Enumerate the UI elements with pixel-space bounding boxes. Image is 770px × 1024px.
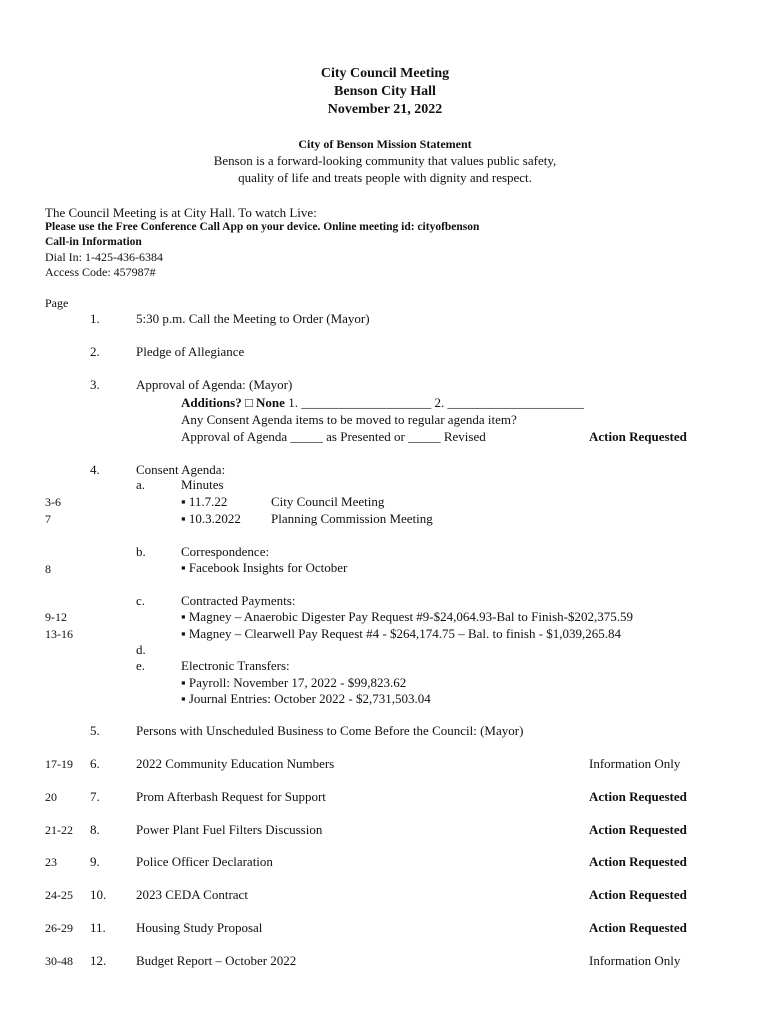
- sub-title: Minutes: [181, 477, 224, 492]
- minutes-date: ▪ 11.7.22: [181, 494, 228, 509]
- status-badge: Action Requested: [589, 920, 687, 935]
- sub-label: b.: [136, 544, 146, 559]
- sub-title: Electronic Transfers:: [181, 658, 290, 673]
- item-number: 7.: [90, 789, 100, 804]
- meeting-title: City Council Meeting: [320, 66, 450, 81]
- minutes-desc: City Council Meeting: [271, 494, 385, 509]
- additions-line: [181, 395, 584, 411]
- item-text: Budget Report – October 2022: [136, 953, 297, 968]
- item-text: Power Plant Fuel Filters Discussion: [136, 822, 323, 837]
- item-text: Approval of Agenda: (Mayor): [136, 377, 293, 392]
- status-badge: Action Requested: [589, 854, 687, 869]
- sub-title: Contracted Payments:: [181, 593, 296, 608]
- sub-label: d.: [136, 642, 146, 657]
- mission-line-2: quality of life and treats people with dignity and respect.: [238, 170, 532, 185]
- item-text: Pledge of Allegiance: [136, 344, 245, 359]
- page-ref: 30-48: [45, 954, 73, 968]
- page-ref: 17-19: [45, 757, 73, 771]
- sub-label: c.: [136, 593, 146, 608]
- page-ref: 7: [45, 512, 51, 526]
- minutes-desc: Planning Commission Meeting: [271, 511, 433, 526]
- callin-heading: Call-in Information: [45, 236, 142, 248]
- item-text: 2022 Community Education Numbers: [136, 756, 335, 771]
- item-text: Police Officer Declaration: [136, 854, 273, 869]
- status-badge: Information Only: [589, 756, 681, 771]
- page-ref: 9-12: [45, 610, 67, 624]
- page-ref: 24-25: [45, 888, 73, 902]
- item-number: 10.: [90, 887, 107, 902]
- correspondence-item: ▪ Facebook Insights for October: [181, 560, 348, 575]
- item-number: 6.: [90, 756, 100, 771]
- item-number: 4.: [90, 462, 100, 477]
- page-ref: 8: [45, 562, 51, 576]
- meeting-date: November 21, 2022: [327, 102, 443, 117]
- status-badge: Information Only: [589, 953, 681, 968]
- status-badge: Action Requested: [589, 822, 687, 837]
- item-text: Consent Agenda:: [136, 462, 226, 477]
- watch-info: The Council Meeting is at City Hall. To watch Live:: [45, 205, 317, 220]
- app-info: Please use the Free Conference Call App on your device. Online meeting id: cityofbenson: [45, 221, 480, 233]
- mission-heading: City of Benson Mission Statement: [298, 137, 472, 151]
- sub-label: e.: [136, 658, 146, 673]
- dial-in: Dial In: 1-425-436-6384: [45, 250, 163, 264]
- payment-item: ▪ Magney – Clearwell Pay Request #4 - $264,174.75 – Bal. to finish - $1,039,265.84: [181, 626, 622, 641]
- minutes-date: ▪ 10.3.2022: [181, 511, 241, 526]
- meeting-location: Benson City Hall: [334, 84, 436, 99]
- page-ref: 21-22: [45, 823, 73, 837]
- consent-question: Any Consent Agenda items to be moved to regular agenda item?: [181, 412, 517, 427]
- item-number: 3.: [90, 377, 100, 392]
- page-ref: 23: [45, 855, 57, 869]
- item-number: 9.: [90, 854, 100, 869]
- status-badge: Action Requested: [589, 887, 687, 902]
- item-text: Persons with Unscheduled Business to Come Before the Council: (Mayor): [136, 723, 524, 738]
- page-ref: 20: [45, 790, 57, 804]
- payment-item: ▪ Magney – Anaerobic Digester Pay Request #9-$24,064.93-Bal to Finish-$202,375.59: [181, 609, 633, 624]
- mission-line-1: Benson is a forward-looking community that values public safety,: [213, 153, 557, 168]
- transfer-item: ▪ Payroll: November 17, 2022 - $99,823.62: [181, 675, 407, 690]
- item-text: Housing Study Proposal: [136, 920, 263, 935]
- additions-blanks: 1. ____________________ 2. _____________________: [284, 395, 584, 410]
- item-number: 2.: [90, 344, 100, 359]
- sub-label: a.: [136, 477, 146, 492]
- item-number: 12.: [90, 953, 107, 968]
- item-number: 5.: [90, 723, 100, 738]
- item-text: Prom Afterbash Request for Support: [136, 789, 326, 804]
- item-number: 1.: [90, 311, 100, 326]
- approval-line: Approval of Agenda _____ as Presented or _____ Revised: [181, 429, 486, 444]
- item-number: 11.: [90, 920, 106, 935]
- additions-label: Additions? □ None: [181, 395, 285, 410]
- status-badge: Action Requested: [589, 429, 687, 444]
- page-column-label: Page: [45, 296, 69, 310]
- item-number: 8.: [90, 822, 100, 837]
- item-text: 2023 CEDA Contract: [136, 887, 248, 902]
- page-ref: 26-29: [45, 921, 73, 935]
- sub-title: Correspondence:: [181, 544, 270, 559]
- access-code: Access Code: 457987#: [45, 265, 156, 279]
- page-ref: 3-6: [45, 495, 61, 509]
- page-ref: 13-16: [45, 627, 73, 641]
- status-badge: Action Requested: [589, 789, 687, 804]
- item-text: 5:30 p.m. Call the Meeting to Order (Mayor): [136, 311, 370, 326]
- transfer-item: ▪ Journal Entries: October 2022 - $2,731,503.04: [181, 691, 431, 706]
